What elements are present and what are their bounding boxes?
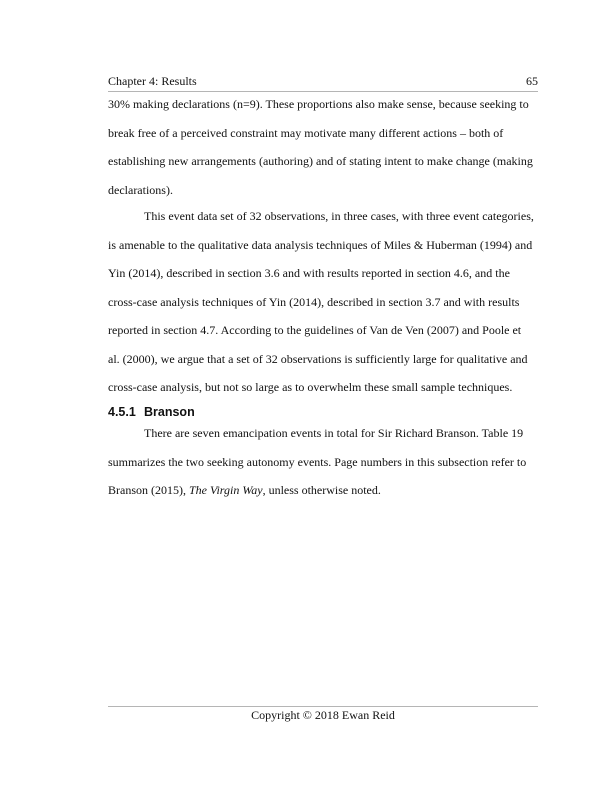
book-title: The Virgin Way bbox=[189, 483, 263, 497]
text-line: declarations). bbox=[108, 182, 173, 197]
text-line: This event data set of 32 observations, in three cases, with three event categories, bbox=[144, 209, 534, 223]
text-span: Branson (2015), bbox=[108, 483, 189, 497]
text-line: establishing new arrangements (authoring) and of stating intent to make change (making bbox=[108, 154, 533, 168]
text-line: 30% making declarations (n=9). These proportions also make sense, because seeking to bbox=[108, 97, 529, 111]
text-line: cross-case analysis, but not so large as to overwhelm these small sample techniques. bbox=[108, 380, 513, 394]
chapter-title: Chapter 4: Results bbox=[108, 74, 197, 88]
text-line: cross-case analysis techniques of Yin (2014), described in section 3.7 and with results bbox=[108, 294, 520, 309]
text-line: Yin (2014), described in section 3.6 and with results reported in section 4.6, and the bbox=[108, 266, 510, 280]
footer-rule bbox=[108, 706, 538, 707]
text-line: There are seven emancipation events in total for Sir Richard Branson. Table 19 bbox=[144, 426, 524, 440]
header-rule bbox=[108, 91, 538, 92]
section-title: Branson bbox=[144, 405, 195, 419]
text-line: break free of a perceived constraint may motivate many different actions – both of bbox=[108, 125, 504, 140]
text-line bbox=[108, 482, 381, 498]
text-line: is amenable to the qualitative data analysis techniques of Miles & Huberman (1994) and bbox=[108, 237, 533, 252]
text-line: summarizes the two seeking autonomy events. Page numbers in this subsection refer to bbox=[108, 454, 527, 469]
page-number: 65 bbox=[526, 74, 538, 88]
text-line: al. (2000), we argue that a set of 32 observations is sufficiently large for qualitative and bbox=[108, 351, 528, 366]
running-header bbox=[108, 74, 538, 88]
section-number: 4.5.1 bbox=[108, 405, 136, 419]
text-line: reported in section 4.7. According to the guidelines of Van de Ven (2007) and Poole et bbox=[108, 323, 522, 337]
text-span: , unless otherwise noted. bbox=[262, 483, 381, 497]
copyright-footer: Copyright © 2018 Ewan Reid bbox=[251, 708, 395, 722]
